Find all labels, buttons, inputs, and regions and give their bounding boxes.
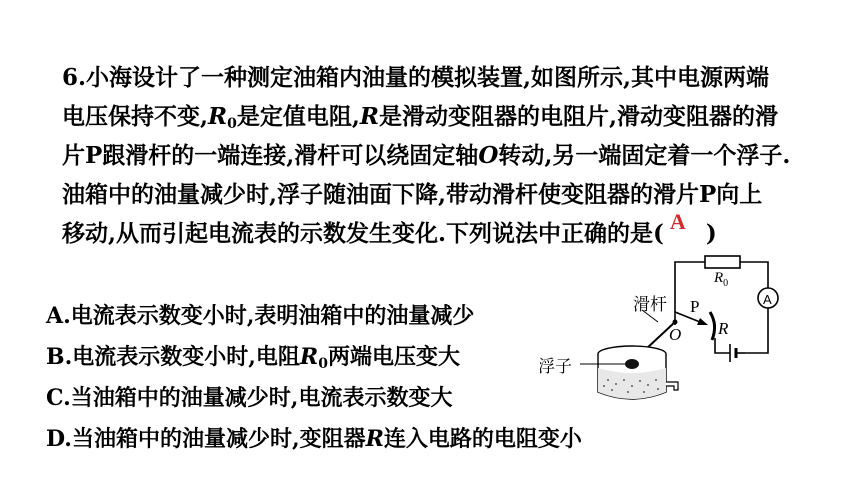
symbol-r: R xyxy=(359,103,380,130)
symbol-r0: $R_0$ xyxy=(208,103,237,132)
float-icon xyxy=(625,359,639,369)
option-b[interactable]: B.电流表示数变小时,电阻$R_0$两端电压变大 xyxy=(46,344,460,372)
question-line-3: 片P跟滑杆的一端连接,滑杆可以绕固定轴O转动,另一端固定着一个浮子. xyxy=(62,142,791,169)
resistor-r0 xyxy=(705,256,740,268)
option-c[interactable]: C.当油箱中的油量减少时,电流表示数变大 xyxy=(46,385,453,411)
label-r: R xyxy=(718,319,729,338)
circuit-diagram xyxy=(540,250,840,420)
pivot-o xyxy=(673,320,678,325)
question-text xyxy=(62,58,832,253)
symbol-o: O xyxy=(478,142,499,169)
answer-blank xyxy=(664,209,706,253)
question-number: 6. xyxy=(62,64,87,91)
question-line-4: 油箱中的油量减少时,浮子随油面下降,带动滑杆使变阻器的滑片P向上 xyxy=(62,181,763,208)
option-d[interactable]: D.当油箱中的油量减少时,变阻器R连入电路的电阻变小 xyxy=(46,426,582,452)
question-line-1: 6.小海设计了一种测定油箱内油量的模拟装置,如图所示,其中电源两端 xyxy=(62,64,770,91)
question-line-2: 电压保持不变$,R_0$是定值电阻,R是滑动变阻器的电阻片,滑动变阻器的滑 xyxy=(62,103,779,132)
answer-mark: A xyxy=(669,209,686,234)
options-list xyxy=(46,296,582,460)
question-line-5: 移动,从而引起电流表的示数发生变化.下列说法中正确的是( A ) xyxy=(62,214,832,253)
variable-resistor-r xyxy=(710,312,715,340)
label-huagan: 滑杆 xyxy=(633,295,667,315)
label-ammeter: A xyxy=(763,292,772,307)
oil-tank xyxy=(598,346,678,399)
label-o: O xyxy=(669,325,682,344)
option-a[interactable]: A.电流表示数变小时,表明油箱中的油量减少 xyxy=(46,303,475,329)
label-p: P xyxy=(690,297,700,316)
label-r0: $R_0$ xyxy=(714,270,729,289)
label-fuzi: 浮子 xyxy=(540,357,572,377)
circuit-svg xyxy=(540,250,840,420)
